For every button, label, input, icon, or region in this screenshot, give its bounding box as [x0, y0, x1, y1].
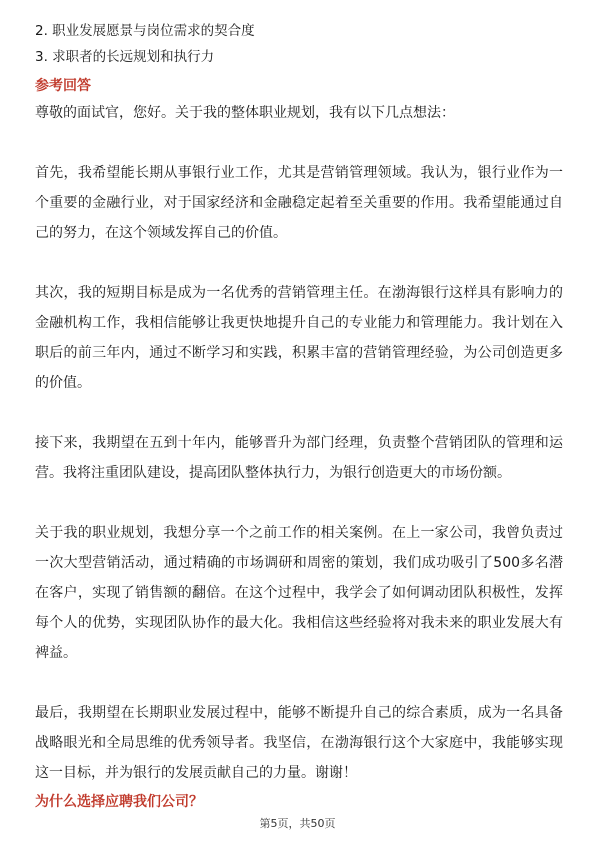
document-body: [35, 18, 563, 788]
answer-greeting: 尊敬的面试官，您好。关于我的整体职业规划，我有以下几点想法：: [35, 105, 455, 121]
answer-paragraph-second: 其次，我的短期目标是成为一名优秀的营销管理主任。在渤海银行这样具有影响力的金融机构工作，我相信能够让我更快地提升自己的专业能力和管理能力。我计划在入职后的前三年内，通过不断学习和实践，积累丰富的营销管理经验，为公司创造更多的价值。: [35, 285, 563, 391]
answer-paragraph-next: 接下来，我期望在五到十年内，能够晋升为部门经理，负责整个营销团队的管理和运营。我将注重团队建设，提高团队整体执行力，为银行创造更大的市场份额。: [35, 435, 563, 481]
next-question-heading: 为什么选择应聘我们公司？: [35, 794, 203, 810]
answer-heading: 参考回答: [35, 78, 91, 94]
answer-paragraph-case: 关于我的职业规划，我想分享一个之前工作的相关案例。在上一家公司，我曾负责过一次大型营销活动，通过精确的市场调研和周密的策划，我们成功吸引了500多名潜在客户，实现了销售额的翻倍。在这个过程中，我学会了如何调动团队积极性，发挥每个人的优势，实现团队协作的最大化。我相信这些经验将对我未来的职业发展大有裨益。: [35, 525, 563, 661]
criteria-item-3: 3. 求职者的长远规划和执行力: [35, 49, 215, 65]
answer-paragraph-final: 最后，我期望在长期职业发展过程中，能够不断提升自己的综合素质，成为一名具备战略眼光和全局思维的优秀领导者。我坚信，在渤海银行这个大家庭中，我能够实现这一目标，并为银行的发展贡献自己的力量。谢谢！: [35, 705, 563, 781]
page-footer: 第5页，共50页: [259, 817, 336, 830]
answer-paragraph-first: 首先，我希望能长期从事银行业工作，尤其是营销管理领域。我认为，银行业作为一个重要的金融行业，对于国家经济和金融稳定起着至关重要的作用。我希望能通过自己的努力，在这个领域发挥自己的价值。: [35, 165, 563, 241]
criteria-item-2: 2. 职业发展愿景与岗位需求的契合度: [35, 23, 255, 39]
